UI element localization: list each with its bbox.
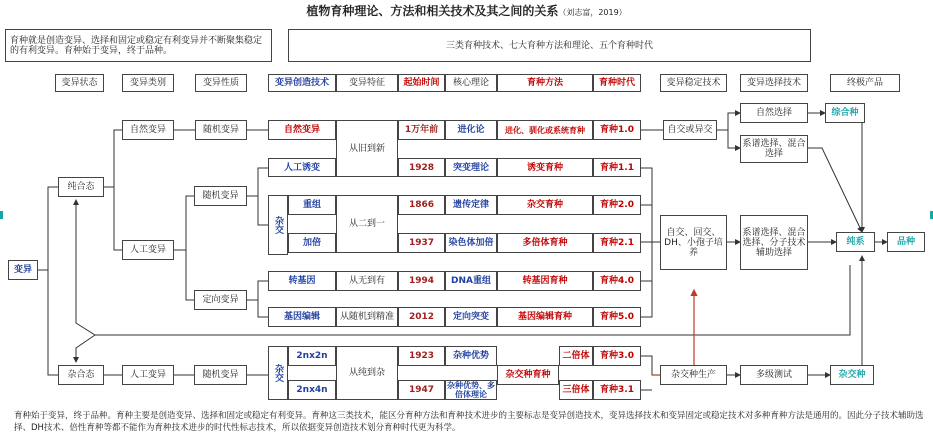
era-3-0: 育种3.0 [593, 346, 641, 366]
stab-hybrid-production: 杂交种生产 [660, 365, 727, 385]
page-title: 植物育种理论、方法和相关技术及其之间的关系（刘志富，2019） [306, 4, 627, 18]
feature-pure-to-hybrid: 从纯到杂 [336, 346, 398, 400]
row1-time: 1万年前 [398, 120, 445, 140]
hybridization-label-2: 杂交 [268, 346, 288, 400]
triploid: 三倍体 [559, 380, 593, 400]
row3-tech: 重组 [288, 195, 336, 215]
row6-method: 基因编辑育种 [497, 307, 593, 327]
row2-time: 1928 [398, 158, 445, 177]
row6-time: 2012 [398, 307, 445, 327]
stab-self-or-cross: 自交或异交 [663, 120, 717, 140]
row4-theory: 染色体加倍 [445, 233, 497, 253]
cross-2nx4n: 2nx4n [288, 380, 336, 400]
row3-theory: 遗传定律 [445, 195, 497, 215]
banner: 三类育种技术、七大育种方法和理论、五个育种时代 [288, 29, 811, 62]
row5-method: 转基因育种 [497, 271, 593, 291]
row5-feature: 从无到有 [336, 271, 398, 291]
node-heterozygous: 杂合态 [58, 365, 104, 385]
product-pure-line: 纯系 [836, 232, 875, 252]
header-variation-state: 变异状态 [55, 74, 104, 92]
header-breeding-era: 育种时代 [593, 74, 641, 92]
hybrid-method: 杂交种育种 [497, 365, 559, 385]
intro-note: 育种就是创造变异、选择和固定或稳定有利变异并不断聚集稳定的有利变异。育种始于变异，终于品种。 [5, 29, 272, 62]
node-artificial-variation: 人工变异 [122, 240, 174, 260]
feature-two-to-one: 从二到一 [336, 195, 398, 253]
node-random-variation-1: 随机变异 [195, 120, 247, 140]
era-3-1: 育种3.1 [593, 380, 641, 400]
node-homozygous: 纯合态 [58, 177, 104, 197]
product-variety: 品种 [887, 232, 925, 252]
row1-tech: 自然变异 [268, 120, 336, 140]
node-artificial-variation-2: 人工变异 [122, 365, 174, 385]
product-hybrid: 杂交种 [830, 365, 874, 385]
header-breeding-method: 育种方法 [497, 74, 593, 92]
row6-tech: 基因编辑 [268, 307, 336, 327]
row5-tech: 转基因 [268, 271, 336, 291]
footer-note: 育种始于变异，终于品种。育种主要是创造变异、选择和固定或稳定有利变异。育种这三类技术，能区分育种方法和育种技术进步的主要标志是变异创造技术，变异选择技术和变异固定或稳定技术对多种育种方法是通用的。因此分子技术辅助选择、DH技术、倍性育种等都不能作为育种技术进步的时代性标志技术，所以依据变异创造技术划分育种时代更为科学。 [14, 411, 924, 433]
cross-2nx2n: 2nx2n [288, 346, 336, 366]
row5-time: 1994 [398, 271, 445, 291]
row4-era: 育种2.1 [593, 233, 641, 253]
sel-multi-test: 多级测试 [740, 365, 808, 385]
row1-theory: 进化论 [445, 120, 497, 140]
hybrid-time-1: 1923 [398, 346, 445, 366]
hybrid-theory-2: 杂种优势、多倍体理论 [447, 381, 495, 399]
row5-era: 育种4.0 [593, 271, 641, 291]
hybridization-label: 杂交 [268, 195, 288, 255]
row3-method: 杂交育种 [497, 195, 593, 215]
header-start-time: 起始时间 [398, 74, 445, 92]
header-stabilization-tech: 变异稳定技术 [660, 74, 727, 92]
hybrid-theory-1: 杂种优势 [445, 346, 497, 366]
row2-era: 育种1.1 [593, 158, 641, 177]
node-directed-variation: 定向变异 [194, 290, 247, 310]
header-variation-nature: 变异性质 [195, 74, 247, 92]
row2-tech: 人工诱变 [268, 158, 336, 177]
sel-pedigree-mass: 系谱选择、混合选择 [740, 135, 808, 163]
header-creation-tech: 变异创造技术 [268, 74, 336, 92]
node-random-variation-2: 随机变异 [194, 186, 247, 206]
node-natural-variation: 自然变异 [122, 120, 174, 140]
row2-theory: 突变理论 [445, 158, 497, 177]
row1-era: 育种1.0 [593, 120, 641, 140]
row3-era: 育种2.0 [593, 195, 641, 215]
title-citation: （刘志富，2019） [558, 8, 627, 17]
header-final-product: 终极产品 [830, 74, 900, 92]
row4-method: 多倍体育种 [497, 233, 593, 253]
header-variation-feature: 变异特征 [336, 74, 398, 92]
row3-time: 1866 [398, 195, 445, 215]
row6-feature: 从随机到精准 [336, 307, 398, 327]
row4-tech: 加倍 [288, 233, 336, 253]
product-synthetic: 综合种 [825, 103, 865, 123]
hybrid-time-2: 1947 [398, 380, 445, 400]
row6-theory: 定向突变 [445, 307, 497, 327]
header-core-theory: 核心理论 [445, 74, 497, 92]
feature-old-to-new: 从旧到新 [336, 120, 398, 177]
row2-method: 诱变育种 [497, 158, 593, 177]
row1-method: 进化、驯化或系统育种 [497, 120, 593, 140]
node-random-variation-3: 随机变异 [194, 365, 247, 385]
header-variation-category: 变异类别 [122, 74, 174, 92]
diploid: 二倍体 [559, 346, 593, 366]
row5-theory: DNA重组 [445, 271, 497, 291]
node-variation: 变异 [8, 260, 38, 280]
row4-time: 1937 [398, 233, 445, 253]
row6-era: 育种5.0 [593, 307, 641, 327]
header-selection-tech: 变异选择技术 [740, 74, 808, 92]
stab-self-back-dh: 自交、回交、DH、小孢子培养 [660, 215, 727, 270]
sel-molecular-assisted: 系谱选择、混合选择、分子技术辅助选择 [740, 215, 808, 270]
sel-natural: 自然选择 [740, 103, 808, 123]
